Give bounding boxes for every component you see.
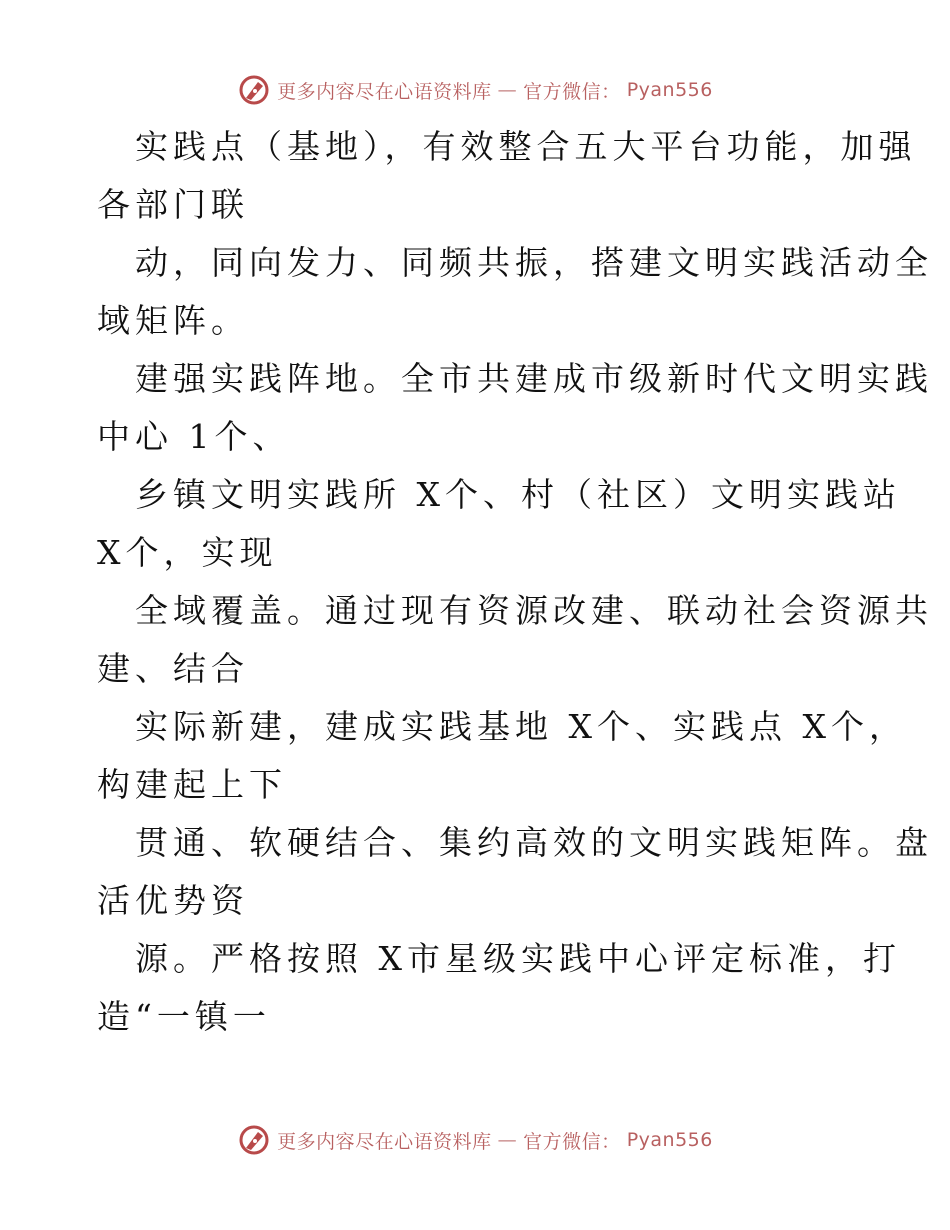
text-line: 贯通、软硬结合、集约高效的文明实践矩阵。盘 [135, 823, 933, 862]
text-line: 动，同向发力、同频共振，搭建文明实践活动全 [135, 243, 933, 282]
text-line: 造“一镇一 [97, 997, 271, 1036]
text-line: 各部门联 [97, 185, 249, 224]
text-line: 建、结合 [97, 649, 249, 688]
footer-wechat-label: 官方微信： [523, 1130, 621, 1153]
pen-nib-circle-icon [237, 73, 271, 107]
footer-separator: — [497, 1129, 518, 1151]
text-line: 构建起上下 [97, 765, 287, 804]
footer-banner [0, 1120, 950, 1160]
text-line: 中心 1个、 [97, 417, 291, 456]
header-banner [0, 70, 950, 110]
footer-wechat-id: Pyan556 [626, 1129, 713, 1151]
text-line: 活优势资 [97, 881, 249, 920]
pen-nib-circle-icon [237, 1123, 271, 1157]
header-wechat-label: 官方微信： [523, 80, 621, 103]
text-line: 全域覆盖。通过现有资源改建、联动社会资源共 [135, 591, 933, 630]
text-line: 域矩阵。 [97, 301, 249, 340]
text-line: 建强实践阵地。全市共建成市级新时代文明实践 [135, 359, 933, 398]
header-brand-text: 更多内容尽在心语资料库 [277, 80, 492, 103]
text-line: 实践点（基地），有效整合五大平台功能，加强 [135, 127, 917, 166]
text-line: 实际新建，建成实践基地 X个、实践点 X个， [135, 707, 907, 746]
text-line: X个，实现 [97, 533, 278, 572]
footer-brand-text: 更多内容尽在心语资料库 [277, 1130, 492, 1153]
header-wechat-id: Pyan556 [626, 79, 713, 101]
header-separator: — [497, 79, 518, 101]
text-line: 乡镇文明实践所 X个、村（社区）文明实践站 [135, 475, 901, 514]
text-line: 源。严格按照 X市星级实践中心评定标准，打 [135, 939, 901, 978]
